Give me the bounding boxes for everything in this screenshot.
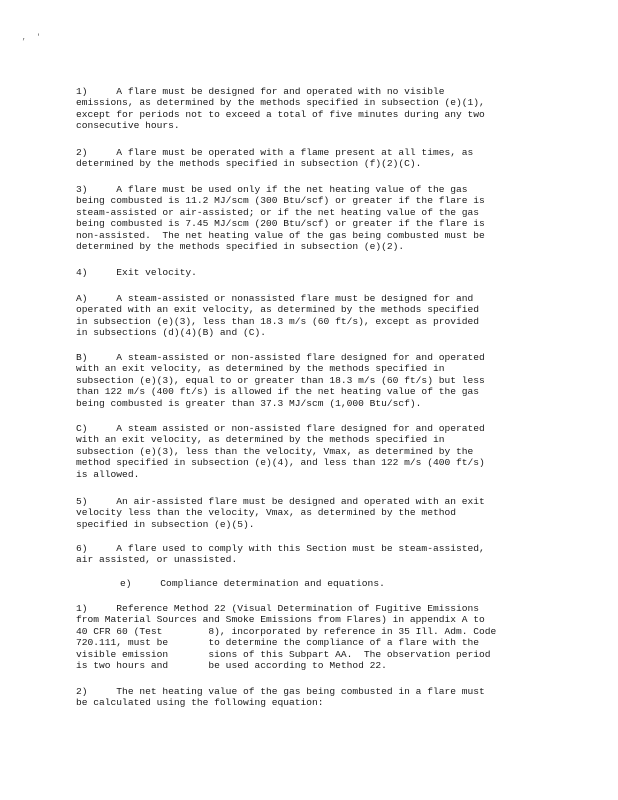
paragraph-3-net-heating-value: 3) A flare must be used only if the net heating value of the gas being combusted is 11.2 MJ/scm (300 Btu/scf) or greater if the flare is steam-assisted or air-assisted; or if the net heating value of the gas being combusted is 7.45 MJ/scm (200 Btu/scf) or greater if the flare is non-assisted. The net heating value of the gas being combusted must be determined by the methods specified in subsection (e)(2).	[76, 184, 485, 253]
paragraph-4c-vmax: C) A steam assisted or non-assisted flare designed for and operated with an exit velocity, as determined by the methods specified in subsection (e)(3), less than the velocity, Vmax, as determined by the method specified in subsection (e)(4), and less than 122 m/s (400 ft/s) is allowed.	[76, 423, 485, 480]
paragraph-4-exit-velocity: 4) Exit velocity.	[76, 267, 197, 278]
paragraph-2-flame-present: 2) A flare must be operated with a flame present at all times, as determined by the methods specified in subsection (f)(2)(C).	[76, 147, 474, 170]
section-e-heading: e) Compliance determination and equations.	[120, 578, 385, 589]
paragraph-5-air-assisted: 5) An air-assisted flare must be designed and operated with an exit velocity less than the velocity, Vmax, as determined by the method specified in subsection (e)(5).	[76, 496, 485, 530]
paragraph-4a-steam-nonassisted: A) A steam-assisted or nonassisted flare must be designed for and operated with an exit velocity, as determined by the methods specified in subsection (e)(3), less than 18.3 m/s (60 ft/s), except as provided in subsections (d)(4)(B) and (C).	[76, 293, 480, 339]
scan-corner-mark: , '	[22, 34, 44, 42]
paragraph-1-visible-emissions: 1) A flare must be designed for and operated with no visible emissions, as determined by the methods specified in subsection (e)(1), except for periods not to exceed a total of five minutes during any two consecutive hours.	[76, 86, 485, 132]
paragraph-e1-method-22: 1) Reference Method 22 (Visual Determination of Fugitive Emissions from Material Sources and Smoke Emissions from Flares) in appendix A to 40 CFR 60 (Test 8), incorporated by reference in 35 Ill. Adm. Code 720.111, must be to determine the compliance of a flare with the visible emission sions of this Subpart AA. The observation period is two hours and be used according to Method 22.	[76, 603, 497, 672]
paragraph-6-flare-type: 6) A flare used to comply with this Section must be steam-assisted, air assisted, or unassisted.	[76, 543, 485, 566]
paragraph-4b-high-velocity: B) A steam-assisted or non-assisted flare designed for and operated with an exit velocity, as determined by the methods specified in subsection (e)(3), equal to or greater than 18.3 m/s (60 ft/s) but less than 122 m/s (400 ft/s) is allowed if the net heating value of the gas being combusted is greater than 37.3 MJ/scm (1,000 Btu/scf).	[76, 352, 485, 409]
paragraph-e2-net-heating-equation: 2) The net heating value of the gas being combusted in a flare must be calculated using the following equation:	[76, 686, 485, 709]
